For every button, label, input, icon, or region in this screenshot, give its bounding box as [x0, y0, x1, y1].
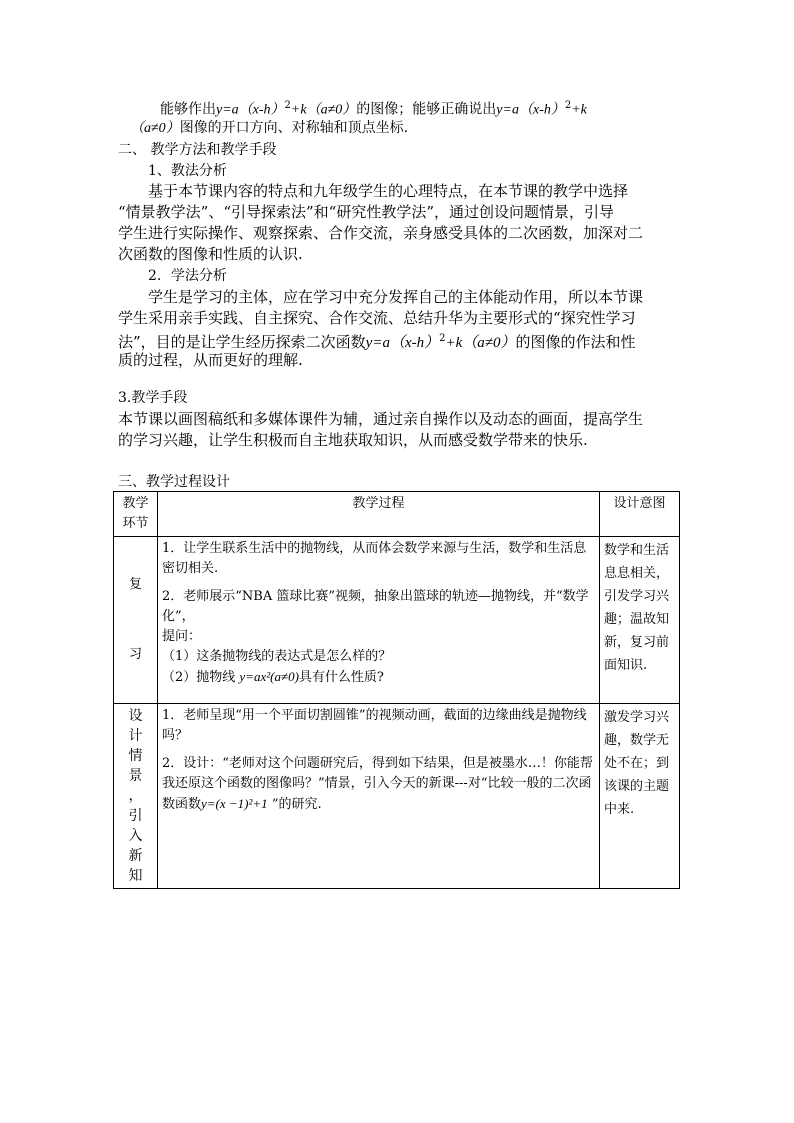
header-process: 教学过程 [158, 492, 600, 537]
paragraph-line: 学生采用亲手实践、自主探究、合作交流、总结升华为主要形式的“探究性学习 [118, 309, 636, 327]
paragraph-line: 质的过程，从而更好的理解. [118, 351, 303, 369]
stage-cell [114, 537, 158, 704]
process-text: （2）抛物线 [162, 670, 240, 685]
formula: y=a（x-h） [365, 335, 440, 351]
process-text: 2．设计：“老师对这个问题研究后，得到如下结果，但是被墨水…！你能帮我还原这个函数的图像吗？”情景，引入今天的新课---对“比较一般的二次函数函数 [162, 756, 593, 812]
formula: +k（a≠0） [290, 102, 357, 118]
process-text: ”的研究. [267, 797, 322, 812]
paragraph-line: 学生是学习的主体，应在学习中充分发挥自己的主体能动作用，所以本节课 [148, 288, 644, 306]
intent-cell: 数学和生活息息相关，引发学习兴趣；温故知新，复习前面知识. [600, 537, 680, 704]
intent-cell: 激发学习兴趣，数学无处不在；到该课的主题中来. [600, 704, 680, 889]
formula: y=a（x-h） [496, 102, 565, 118]
subsection-title: 3.教学手段 [118, 390, 188, 406]
subsection-title: 2．学法分析 [148, 268, 227, 284]
stage-char: 情 [128, 748, 143, 764]
superscript: 2 [439, 333, 446, 344]
teaching-process-table [113, 491, 680, 889]
process-line: 1．老师呈现“用一个平面切割圆锥”的视频动画，截面的边缘曲线是抛物线吗？ [162, 708, 587, 743]
stage-char: 设 [128, 708, 143, 724]
paragraph-line: 次函数的图像和性质的认识. [118, 245, 303, 263]
header-stage: 教学环节 [114, 492, 158, 537]
process-line [162, 667, 595, 688]
process-text: 具有什么性质? [298, 670, 384, 685]
process-cell [158, 704, 600, 889]
paragraph-line: 基于本节课内容的特点和九年级学生的心理特点，在本节课的教学中选择 [148, 182, 629, 200]
paragraph-text: 法”，目的是让学生经历探索二次函数 [118, 333, 366, 351]
intro-text: 能够作出 [160, 101, 216, 118]
stage-char: 计 [128, 728, 143, 744]
section-2-title: 二、 教学方法和教学手段 [118, 142, 277, 158]
process-line: 2．老师展示“NBA 篮球比赛”视频，抽象出篮球的轨迹—抛物线，并“数学化”， [162, 589, 589, 624]
paragraph-line: 学生进行实际操作、观察探索、合作交流，亲身感受具体的二次函数，加深对二 [118, 224, 644, 242]
subsection-title: 1、教法分析 [148, 163, 227, 179]
formula: +k [571, 102, 587, 118]
formula: +k（a≠0） [445, 335, 516, 351]
intro-text: 图像的开口方向、对称轴和顶点坐标. [179, 120, 409, 136]
formula: y=ax²(a≠0) [239, 669, 299, 684]
table-row [114, 704, 680, 889]
stage-char: 景 [128, 768, 143, 784]
paragraph-line: “情景教学法”、“引导探索法”和“研究性教学法”，通过创设问题情景，引导 [118, 203, 615, 221]
table-header-row [114, 492, 680, 537]
table-row [114, 537, 680, 704]
process-cell [158, 537, 600, 704]
process-line [162, 754, 595, 815]
stage-char: 引 [128, 808, 143, 824]
stage-char: ， [128, 788, 143, 804]
intro-text: 的图像；能够正确说出 [356, 101, 497, 118]
paragraph-line: 本节课以画图稿纸和多媒体课件为辅，通过亲自操作以及动态的画面，提高学生 [118, 410, 644, 428]
formula: （a≠0） [130, 121, 180, 136]
stage-char: 复 [128, 577, 142, 592]
intro-line-2 [130, 118, 408, 139]
paragraph-line: 的学习兴趣，让学生积极而自主地获取知识，从而感受数学带来的快乐. [118, 431, 588, 449]
stage-char: 习 [128, 647, 142, 662]
stage-char: 入 [128, 828, 143, 844]
stage-cell [114, 704, 158, 889]
stage-char: 知 [128, 868, 143, 884]
superscript: 2 [564, 100, 572, 111]
formula: y=(x −1)²+1 [201, 796, 268, 811]
section-3-title: 三、教学过程设计 [118, 474, 230, 490]
superscript: 2 [284, 100, 291, 111]
intro-line-1 [160, 96, 587, 121]
paragraph-text: 的图像的作法和性 [515, 333, 636, 351]
process-line: （1）这条抛物线的表达式是怎么样的？ [162, 649, 392, 664]
process-line: 1．让学生联系生活中的抛物线，从而体会数学来源与生活，数学和生活息密切相关. [162, 541, 587, 576]
stage-char: 新 [128, 848, 143, 864]
header-intent: 设计意图 [600, 492, 680, 537]
formula: y=a（x-h） [216, 102, 285, 118]
process-line: 提问： [162, 629, 202, 644]
